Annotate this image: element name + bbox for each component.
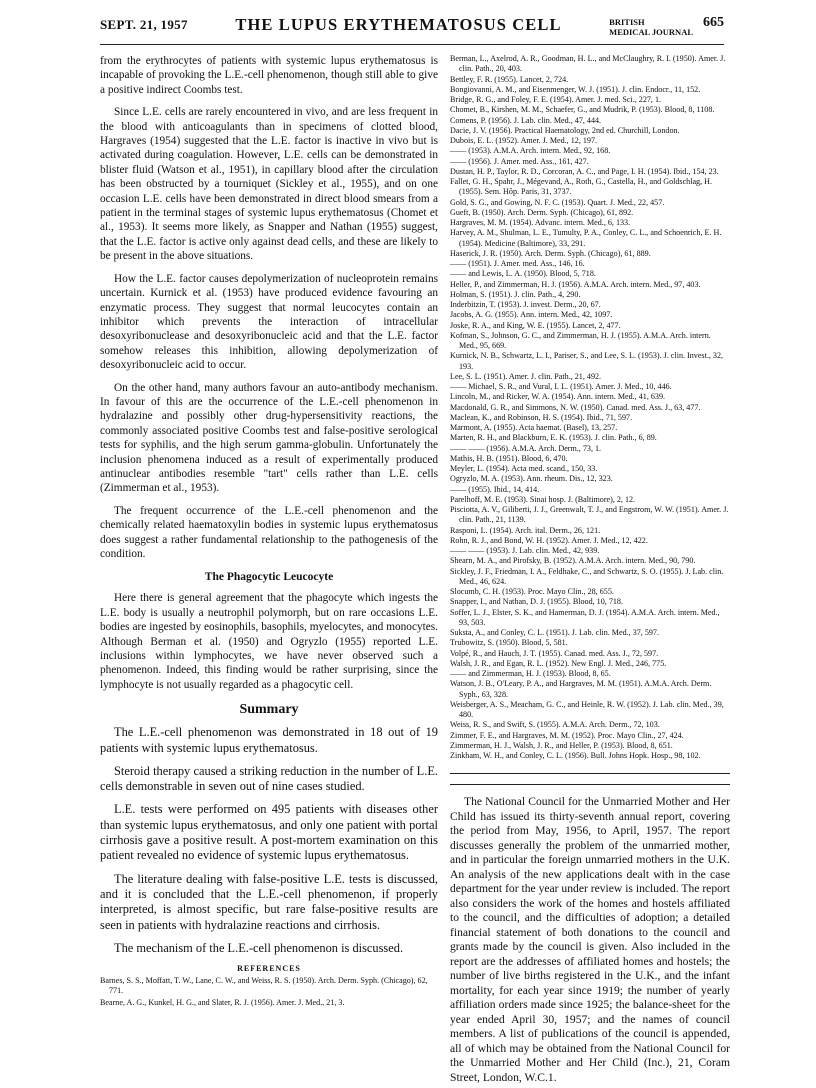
- references-list-right: [450, 54, 730, 761]
- reference-entry: Inderbitzin, T. (1953). J. invest. Derm., 20, 67.: [450, 300, 601, 309]
- section-divider: [450, 773, 730, 774]
- paragraph-6: Here there is general agreement that the phagocyte which ingests the L.E. body is usually a neutrophil polymorph, but on rare occasions L.E. bodies are ingested by eosinophils, basophils, myelocytes, and monocytes. Although Berman et al. (1950) and Ogryzlo (1955) reported L.E. inclusions within lymphocytes, we have never observed such a phenomenon. Indeed, this finding would be rather surprising, since the lymphocyte is not usually regarded as a phagocytic cell.: [100, 592, 438, 691]
- reference-entry: Meyler, L. (1954). Acta med. scand., 150, 33.: [450, 464, 598, 473]
- reference-entry: Gueft, B. (1950). Arch. Derm. Syph. (Chicago), 61, 892.: [450, 207, 634, 217]
- reference-entry: Zinkham, W. H., and Conley, C. L. (1956). Bull. Johns Hopk. Hosp., 98, 102.: [450, 751, 701, 760]
- paragraph-3: How the L.E. factor causes depolymerization of nucleoprotein remains uncertain. Kurnick et al. (1953) have produced evidence favouring an enzymatic process. They suggest that normal leucocytes contain an inhibitor which prevents the interaction of intracellular desoxyribonuclease and desoxyribonucleic acid and that the L.E. factor somehow releases this inhibition, allowing depolymerization of desoxyribonucleic acid to occur.: [100, 272, 438, 372]
- reference-entry: Bettley, F. R. (1955). Lancet, 2, 724.: [450, 74, 569, 84]
- reference-entry: Holman, S. (1951). J. clin. Path., 4, 290.: [450, 289, 581, 299]
- paragraph-4: On the other hand, many authors favour an auto-antibody mechanism. In favour of this are the occurrence of the L.E.-cell phenomenon in hydralazine and possibly other drug-hypersensitivity reactions, the commonly associated positive Coombs test and false-positive serological tests for syphilis, and the high serum gamma-globulin. Unfortunately the inclusion phenomena induced as a result of experimentally produced antinuclear antibodies resemble "tart" cells rather than L.E. cells (Zimmerman et al., 1953).: [100, 381, 438, 495]
- paragraph-5: The frequent occurrence of the L.E.-cell phenomenon and the chemically related haematoxylin bodies in systemic lupus erythematosus does suggest a rather fundamental relationship to the pathogenesis of the condition.: [100, 504, 438, 560]
- reference-entry: —— and Zimmerman, H. J. (1953). Blood, 8, 65.: [450, 669, 611, 678]
- reference-entry: Bearne, A. G., Kunkel, H. G., and Slater, R. J. (1956). Amer. J. Med., 21, 3.: [100, 997, 345, 1007]
- references-heading: REFERENCES: [237, 964, 301, 974]
- reference-entry: Kurnick, N. B., Schwartz, L. I., Pariser, S., and Lee, S. L. (1953). J. clin. Invest., 32, 193.: [450, 351, 724, 371]
- reference-entry: Gold, S. G., and Gowing, N. F. C. (1953). Quart. J. Med., 22, 457.: [450, 197, 665, 207]
- reference-entry: Marmont, A. (1955). Acta haemat. (Basel), 13, 257.: [450, 423, 618, 432]
- reference-entry: —— —— (1953). J. Lab. clin. Med., 42, 939.: [450, 546, 600, 555]
- reference-entry: Watson, J. B., O'Leary, P. A., and Hargraves, M. M. (1951). A.M.A. Arch. Derm. Syph., 63, 328.: [450, 679, 712, 699]
- reference-entry: Mathis, H. B. (1951). Blood, 6, 470.: [450, 453, 568, 463]
- journal-brand-line1: BRITISH: [609, 17, 645, 27]
- reference-entry: Zimmerman, H. J., Walsh, J. R., and Heller, P. (1953). Blood, 8, 651.: [450, 740, 673, 750]
- reference-entry: Rohn, R. J., and Bond, W. H. (1952). Amer. J. Med., 12, 422.: [450, 535, 648, 545]
- reference-entry: Barnes, S. S., Moffatt, T. W., Lane, C. W., and Weiss, R. S. (1950). Arch. Derm. Syph. (Chicago), 62, 771.: [100, 976, 428, 996]
- reference-entry: Comens, P. (1956). J. Lab. clin. Med., 47, 444.: [450, 115, 602, 125]
- reference-entry: Weisberger, A. S., Meacham, G. C., and Heinle, R. W. (1952). J. Lab. clin. Med., 39, 480.: [450, 699, 724, 719]
- page-header: [100, 14, 724, 45]
- reference-entry: Dacie, J. V. (1956). Practical Haematology, 2nd ed. Churchill, London.: [450, 125, 680, 135]
- reference-entry: Walsh, J. R., and Egan, R. L. (1952). New Engl. J. Med., 246, 775.: [450, 658, 667, 668]
- reference-entry: Chomet, B., Kirshen, M. M., Schaefer, G., and Mudrik, P. (1953). Blood, 8, 1108.: [450, 105, 715, 115]
- reference-entry: Macdonald, G. R., and Simmons, N. W. (1950). Canad. med. Ass. J., 63, 477.: [450, 402, 701, 412]
- reference-entry: Volpé, R., and Hauch, J. T. (1955). Canad. med. Ass. J., 72, 597.: [450, 648, 659, 658]
- reference-entry: —— Michael, S. R., and Vural, I. L. (1951). Amer. J. Med., 10, 446.: [450, 382, 672, 391]
- council-report-notice: The National Council for the Unmarried Mother and Her Child has issued its thirty-seventh annual report, covering the period from May, 1956, to April, 1957. The report discusses generally the problem of the unmarried mother, and in particular the foreign unmarried mothers in the U.K. An analysis of the new applications dealt with in the case department for the year under review is included. The report also considers the work of the homes and hostels affiliated to the council, and the difficulties of adoption; a detailed financial statement of both donations to the council and grants made by the council is given. Also included in the report are the addresses of affiliated homes and hostels; the number of live births registered in the U.K., and the infant mortality, for each year since 1919; the number of yearly affiliation orders made since 1925; the balance-sheet for the year ended April 30, 1957; and the names of council members. A list of publications of the council is appended, all of which may be obtained from the National Council for the Unmarried Mother and Her Child (Inc.), 21, Coram Street, London, W.C.1.: [450, 795, 730, 1084]
- section-heading-summary: Summary: [239, 702, 299, 718]
- reference-entry: Trubowitz, S. (1950). Blood, 5, 581.: [450, 638, 568, 648]
- reference-entry: —— (1953). A.M.A. Arch. intern. Med., 92, 168.: [450, 146, 611, 156]
- right-column: [450, 54, 730, 1085]
- journal-brand: [609, 14, 693, 37]
- summary-point-5: The mechanism of the L.E.-cell phenomenon is discussed.: [114, 940, 404, 955]
- reference-entry: Bongiovanni, A. M., and Eisenmenger, W. J. (1951). J. clin. Endocr., 11, 152.: [450, 84, 701, 94]
- reference-entry: Harvey, A. M., Shulman, L. E., Tumulty, P. A., Conley, C. L., and Schoenrich, E. H. (1954). Medicine (Baltimore), 33, 291.: [450, 228, 722, 248]
- reference-entry: Zimmer, F. E., and Hargraves, M. M. (1952). Proc. Mayo Clin., 27, 424.: [450, 730, 684, 740]
- reference-entry: Hargraves, M. M. (1954). Advanc. intern. Med., 6, 133.: [450, 218, 631, 227]
- reference-entry: Soffer, L. J., Elster, S. K., and Hamerman, D. J. (1954). A.M.A. Arch. intern. Med., 93, 503.: [450, 607, 720, 627]
- reference-entry: Snapper, I., and Nathan, D. J. (1955). Blood, 10, 718.: [450, 597, 623, 607]
- reference-entry: Suksta, A., and Conley, C. L. (1951). J. Lab. clin. Med., 37, 597.: [450, 628, 659, 637]
- reference-entry: Dubois, E. L. (1952). Amer. J. Med., 12, 197.: [450, 136, 598, 145]
- reference-entry: Ogryzlo, M. A. (1953). Ann. rheum. Dis., 12, 323.: [450, 474, 613, 484]
- paragraph-1: from the erythrocytes of patients with systemic lupus erythematosus is incapable of provoking the L.E.-cell phenomenon, though still able to give a positive indirect Coombs test.: [100, 55, 438, 96]
- summary-point-2: Steroid therapy caused a striking reduction in the number of L.E. cells demonstrable in seven out of nine cases studied.: [100, 763, 438, 794]
- reference-entry: Lee, S. L. (1951). Amer. J. clin. Path., 21, 492.: [450, 371, 602, 381]
- section-heading-phagocytic: The Phagocytic Leucocyte: [204, 571, 334, 584]
- journal-brand-line2: MEDICAL JOURNAL: [609, 27, 693, 37]
- references-list-left: [100, 976, 438, 1008]
- summary-point-3: L.E. tests were performed on 495 patients with diseases other than systemic lupus erythematosus, and only one patient with portal cirrhosis gave a positive result. A post-mortem examination on this patient revealed no evidence of systemic lupus erythematosus.: [100, 802, 438, 863]
- reference-entry: Rasponi, L. (1954). Arch. ital. Derm., 26, 121.: [450, 525, 601, 535]
- page-number: 665: [703, 15, 724, 30]
- summary-point-4: The literature dealing with false-positive L.E. tests is discussed, and it is concluded that the L.E.-cell phenomenon, if properly interpreted, is almost specific, but rare false-positive results are seen in patients with hydralazine reactions and cirrhosis.: [100, 871, 438, 932]
- reference-entry: Slocumb, C. H. (1953). Proc. Mayo Clin., 28, 655.: [450, 587, 614, 596]
- reference-entry: —— (1956). J. Amer. med. Ass., 161, 427.: [450, 156, 589, 166]
- issue-date: SEPT. 21, 1957: [100, 17, 188, 32]
- reference-entry: Fallet, G. H., Spahr, J., Mégevand, A., Roth, G., Castella, H., and Goldschlag, H. (1955). Sem. Hôp. Paris, 31, 3737.: [450, 177, 713, 197]
- left-column: [100, 54, 438, 1009]
- journal-block: [609, 14, 724, 37]
- reference-entry: —— (1955). Ibid., 14, 414.: [450, 484, 540, 494]
- reference-entry: Heller, P., and Zimmerman, H. J. (1956). A.M.A. Arch. intern. Med., 97, 403.: [450, 279, 701, 289]
- reference-entry: —— and Lewis, L. A. (1950). Blood, 5, 718.: [450, 269, 596, 279]
- reference-entry: Sickley, J. F., Friedman, I. A., Feldhake, C., and Schwartz, S. O. (1955). J. Lab. clin. Med., 46, 624.: [450, 566, 724, 586]
- reference-entry: Berman, L., Axelrod, A. R., Goodman, H. L., and McClaughry, R. I. (1950). Amer. J. clin. Path., 20, 403.: [450, 54, 726, 74]
- reference-entry: Dustan, H. P., Taylor, R. D., Corcoran, A. C., and Page, I. H. (1954). Ibid., 154, 23.: [450, 166, 719, 176]
- reference-entry: Pisciotta, A. V., Giliberti, J. J., Greenwalt, T. J., and Engstrom, W. W. (1951). Amer. J. clin. Path., 21, 1139.: [450, 505, 729, 525]
- reference-entry: Jacobs, A. G. (1955). Ann. intern. Med., 42, 1097.: [450, 310, 613, 320]
- reference-entry: —— (1951). J. Amer. med. Ass., 146, 16.: [450, 259, 585, 268]
- reference-entry: Lincoln, M., and Ricker, W. A. (1954). Ann. intern. Med., 41, 639.: [450, 392, 666, 402]
- section-divider-lower: [450, 784, 730, 785]
- reference-entry: Parelhoff, M. E. (1953). Sinai hosp. J. (Baltimore), 2, 12.: [450, 494, 636, 504]
- reference-entry: Weiss, R. S., and Swift, S. (1955). A.M.A. Arch. Derm., 72, 103.: [450, 720, 660, 730]
- reference-entry: Marten, R. H., and Blackburn, E. K. (1953). J. clin. Path., 6, 89.: [450, 433, 657, 443]
- reference-entry: Haserick, J. R. (1950). Arch. Derm. Syph. (Chicago), 61, 889.: [450, 248, 651, 258]
- reference-entry: Bridge, R. G., and Foley, F. E. (1954). Amer. J. med. Sci., 227, 1.: [450, 95, 662, 104]
- running-title: THE LUPUS ERYTHEMATOSUS CELL: [235, 15, 562, 34]
- summary-point-1: The L.E.-cell phenomenon was demonstrated in 18 out of 19 patients with systemic lupus erythematosus.: [100, 725, 438, 755]
- reference-entry: Maclean, K., and Robinson, H. S. (1954). Ibid., 71, 597.: [450, 412, 633, 422]
- paragraph-2: Since L.E. cells are rarely encountered in vivo, and are less frequent in the blood with anticoagulants than in specimens of clotted blood, Hargraves (1954) suggested that the L.E. factor is inactive in vivo but is activated during coagulation. However, L.E. cells can be demonstrated in blister fluid (Watson et al., 1951), in capillary blood after the circulation has been obstructed by a tourniquet (Sickley et al., 1955), and on one occasion L.E. cells have been demonstrated in direct blood smears from a patient in the terminal stages of systemic lupus erythematosus (Chomet et al., 1953). It seems more likely, as Snapper and Nathan (1955) suggest, that the L.E. factor is active only against dead cells, and these are likely to be present in the above situations.: [100, 106, 438, 263]
- reference-entry: —— —— (1956). A.M.A. Arch. Derm., 73, 1.: [450, 443, 602, 453]
- reference-entry: Kofman, S., Johnson, G. C., and Zimmerman, H. J. (1955). A.M.A. Arch. intern. Med., 95, 669.: [450, 330, 711, 350]
- reference-entry: Shearn, M. A., and Pirofsky, B. (1952). A.M.A. Arch. intern. Med., 90, 790.: [450, 556, 696, 566]
- reference-entry: Joske, R. A., and King, W. E. (1955). Lancet, 2, 477.: [450, 320, 621, 330]
